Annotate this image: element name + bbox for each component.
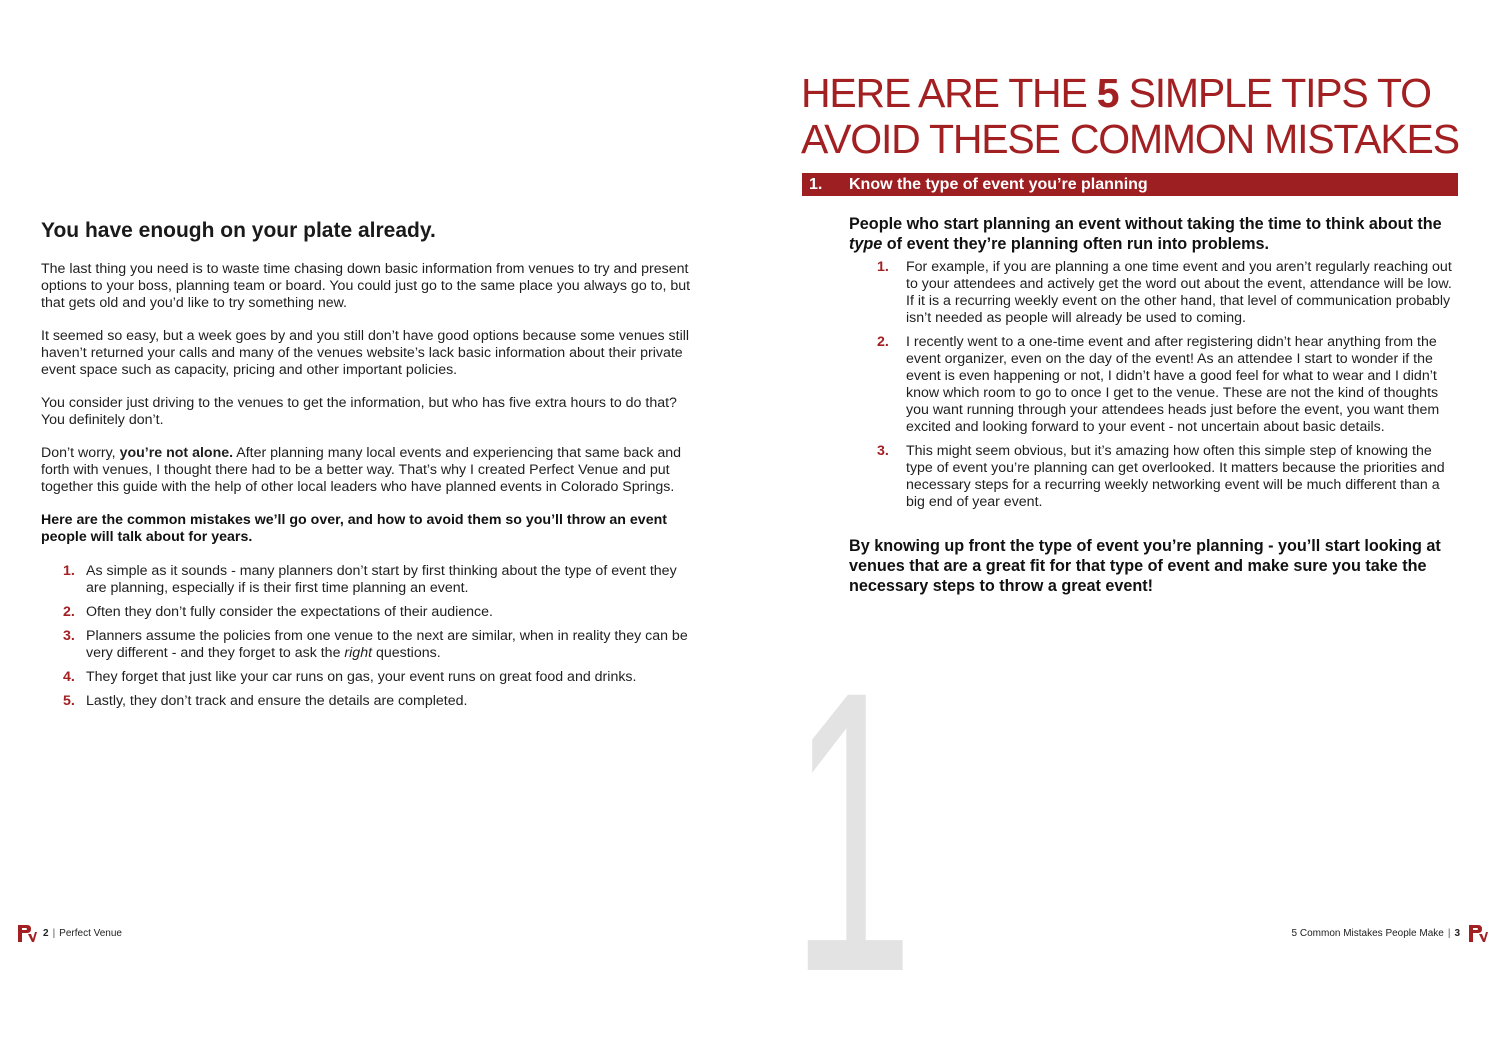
tips-title-count: 5 (1096, 70, 1119, 116)
list-text: They forget that just like your car runs on gas, your event runs on great food and drinks. (86, 669, 637, 685)
not-alone-paragraph (41, 445, 701, 496)
footer-separator: | (52, 928, 56, 939)
list-number: 2. (877, 334, 889, 350)
list-emphasis: right (344, 645, 373, 661)
list-text: For example, if you are planning a one time event and you aren’t regularly reaching out to your attendees and actively get the word out about the event, attendance will be low. If it is a recurring weekly event on the other hand, that level of communication probably isn’t needed as people will already be used to coming. (906, 259, 1452, 326)
big-numeral-one: 1 (791, 608, 908, 1055)
not-alone-emphasis: you’re not alone. (119, 445, 234, 461)
list-number: 2. (63, 604, 75, 620)
left-page (0, 0, 750, 971)
list-text: This might seem obvious, but it’s amazing how often this simple step of knowing the type of event you’re planning can get overlooked. It matters because the priorities and necessary steps for a recurring weekly networking event will be much different than a big end of year event. (906, 443, 1445, 510)
tip-closing: By knowing up front the type of event you’re planning - you’ll start looking at venues that are a great fit for that type of event and make sure you take the necessary steps to throw a great event! (849, 537, 1441, 595)
tip-lead-emphasis: type (849, 235, 883, 253)
list-item (849, 334, 1461, 436)
list-number: 5. (63, 693, 75, 709)
list-item (41, 669, 701, 686)
list-item (41, 604, 701, 621)
mistakes-list (41, 563, 701, 710)
list-text: Lastly, they don’t track and ensure the details are completed. (86, 693, 468, 709)
tip-lead-part1: People who start planning an event without taking the time to think about the (849, 215, 1442, 233)
list-text: Often they don’t fully consider the expectations of their audience. (86, 604, 493, 620)
mistakes-intro: Here are the common mistakes we’ll go over, and how to avoid them so you’ll throw an event people will talk about for years. (41, 512, 667, 545)
list-text: Planners assume the policies from one venue to the next are similar, when in reality they can be very different - and they forget to ask the (86, 628, 688, 661)
perfect-venue-logo-icon (17, 924, 37, 943)
intro-paragraph: You consider just driving to the venues to get the information, but who has five extra hours to do that? You definitely don’t. (41, 395, 677, 428)
tip-lead (849, 214, 1459, 254)
list-number: 1. (63, 563, 75, 579)
tip-title: Know the type of event you’re planning (849, 176, 1148, 193)
list-item (41, 563, 701, 597)
footer-label: Perfect Venue (59, 928, 122, 939)
list-text-end: questions. (372, 645, 441, 661)
footer-separator: | (1447, 928, 1451, 939)
page-number: 2 (43, 928, 49, 939)
footer-label: 5 Common Mistakes People Make (1291, 928, 1444, 939)
page-number: 3 (1454, 928, 1460, 939)
list-text: As simple as it sounds - many planners don’t start by first thinking about the type of event they are planning, especially if is their first time planning an event. (86, 563, 677, 596)
list-item (849, 443, 1461, 511)
intro-paragraph: The last thing you need is to waste time chasing down basic information from venues to try and present options to your boss, planning team or board. You could just go to the same place you always go to, but that gets old and you’d like to try something new. (41, 261, 691, 311)
not-alone-rest: After planning many local events and experiencing that same back and forth with venues, I thought there had to be a better way. That’s why I created Perfect Venue and put together this guide with the help of other local leaders who have planned events in Colorado Springs. (41, 445, 682, 495)
list-number: 1. (877, 259, 889, 275)
perfect-venue-logo-icon (1468, 924, 1488, 943)
left-footer (17, 924, 122, 943)
examples-list (849, 259, 1461, 518)
tips-title-part1: HERE ARE THE (801, 70, 1097, 116)
intro-paragraph: It seemed so easy, but a week goes by and you still don’t have good options because some venues still haven’t returned your calls and many of the venues website’s lack basic information about their private event space such as capacity, pricing and other important policies. (41, 328, 690, 378)
tip-number: 1. (809, 176, 823, 193)
tips-title (801, 70, 1491, 162)
tip-heading-bar (802, 173, 1458, 196)
list-item (849, 259, 1461, 327)
list-number: 3. (877, 443, 889, 459)
not-alone-lead: Don’t worry, (41, 445, 120, 461)
list-text: I recently went to a one-time event and after registering didn’t hear anything from the event organizer, even on the day of the event! As an attendee I start to wonder if the event is even happening or not, I didn’t have a good feel for what to wear and I didn’t know which room to go to once I get to the venue. These are not the kind of thoughts you want running through your attendees heads just before the event, you want them excited and looking forward to your event - not uncertain about basic details. (906, 334, 1440, 435)
list-item (41, 628, 701, 662)
tips-title-part2: SIMPLE TIPS TO AVOID THESE COMMON MISTAKES (801, 70, 1459, 162)
intro-body (41, 261, 701, 717)
list-number: 3. (63, 628, 75, 644)
tip-lead-part2: of event they’re planning often run into problems. (882, 235, 1270, 253)
list-item (41, 693, 701, 710)
intro-heading: You have enough on your plate already. (41, 219, 436, 242)
list-number: 4. (63, 669, 75, 685)
right-footer (1292, 924, 1488, 943)
